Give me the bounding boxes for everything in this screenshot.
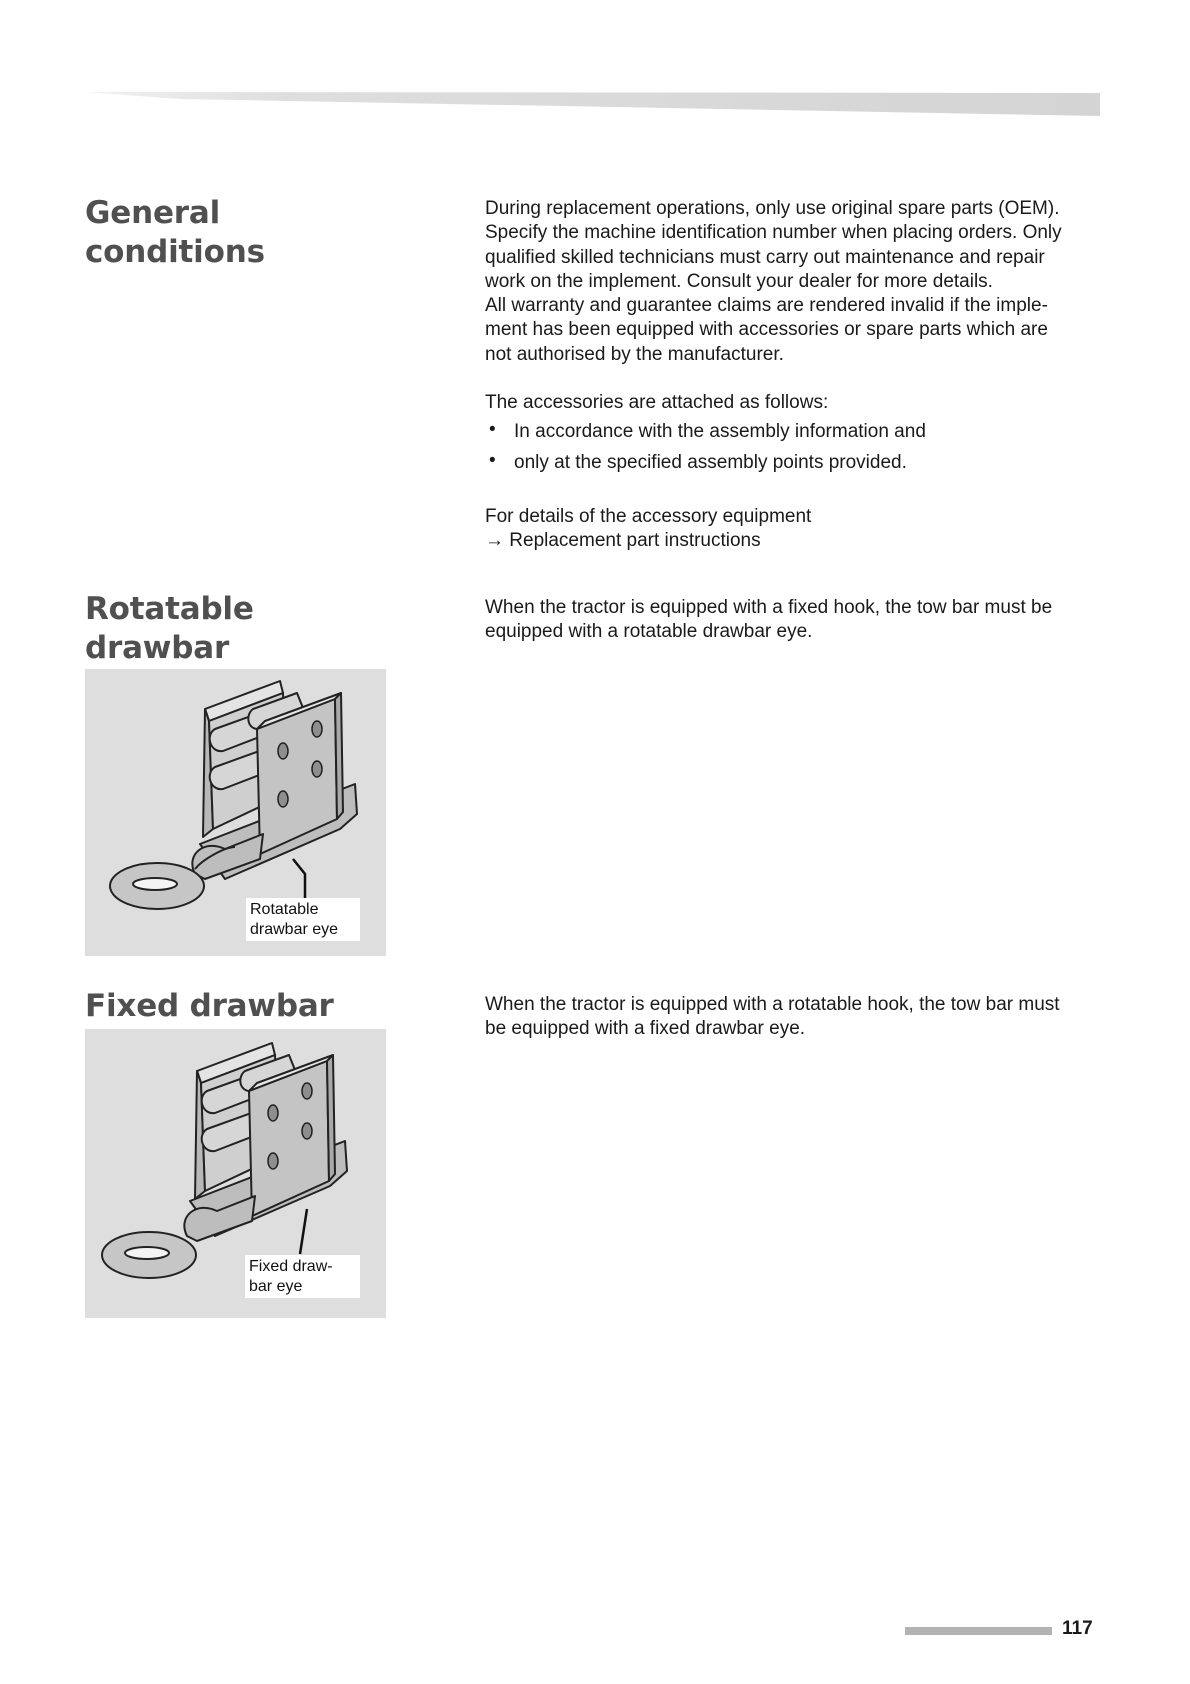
text-line: equipped with a rotatable drawbar eye. [485,621,813,643]
text-line: ment has been equipped with accessories or spare parts which are [485,319,1048,341]
bullet-icon: • [489,419,496,440]
text-line: qualified skilled technicians must carry out maintenance and repair [485,246,1045,268]
general-paragraph-1 [485,197,1099,294]
accessory-details [485,505,1099,554]
general-conditions-heading [85,194,405,272]
page-number: 117 [1062,1618,1093,1639]
list-item-text: only at the specified assembly points provided. [514,451,907,473]
text-line: work on the implement. Consult your dealer for more details. [485,270,993,292]
text-line: When the tractor is equipped with a rotatable hook, the tow bar must [485,994,1060,1015]
text-line: For details of the accessory equipment [485,506,812,527]
accessories-list [485,417,1099,478]
heading-line: General [85,195,220,231]
fixed-drawbar-eye-figure [85,1029,386,1318]
rotatable-description [485,596,1099,645]
callout-label [246,898,360,941]
callout-line: drawbar eye [250,920,339,938]
heading-line: conditions [85,234,265,270]
list-item-text: In accordance with the assembly information and [514,421,926,442]
callout-label [245,1255,360,1298]
callout-line: Fixed draw- [249,1258,333,1275]
rotatable-drawbar-eye-figure [85,669,386,956]
callout-line: bar eye [249,1277,303,1295]
text-line: be equipped with a fixed drawbar eye. [485,1018,806,1040]
bullet-icon: • [489,449,496,471]
list-item [485,417,1099,448]
heading-line: Rotatable drawbar [85,591,254,666]
text-line: During replacement operations, only use original spare parts (OEM). [485,198,1060,219]
callout-line: Rotatable [250,901,319,918]
accessories-intro: The accessories are attached as follows: [485,392,829,413]
heading-line: Fixed drawbar [85,988,334,1024]
text-line: When the tractor is equipped with a fixed hook, the tow bar must be [485,597,1053,618]
fixed-description [485,993,1099,1042]
reference-link: → Replacement part instructions [485,530,761,552]
text-line: Specify the machine identification number when placing orders. Only [485,222,1062,244]
header-bar [85,90,1100,118]
list-item [485,448,1099,479]
general-paragraph-2 [485,294,1099,367]
footer-bar [905,1627,1052,1635]
text-line: All warranty and guarantee claims are rendered invalid if the imple- [485,295,1048,316]
text-line: not authorised by the manufacturer. [485,343,784,365]
